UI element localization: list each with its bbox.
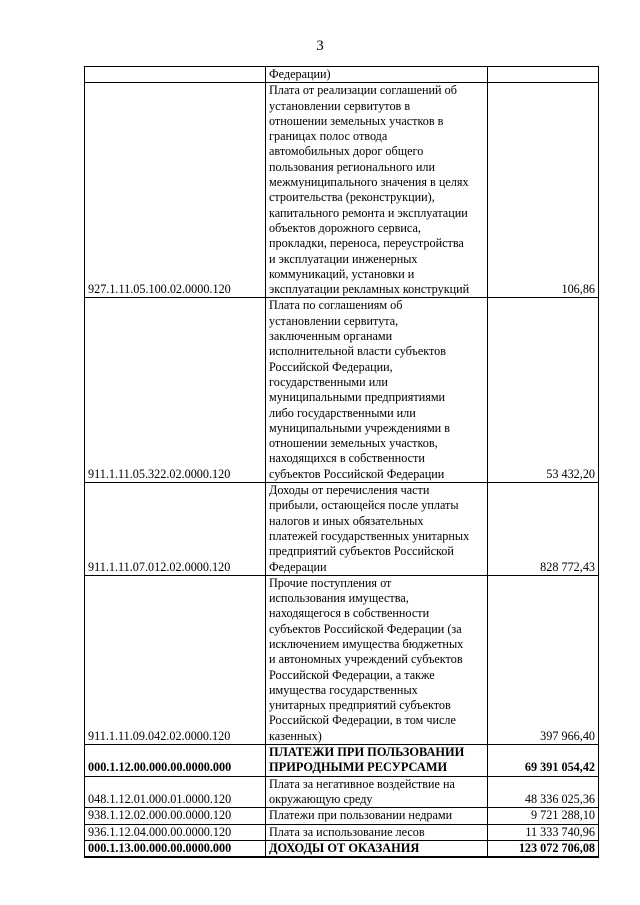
revenue-name-cell: Платежи при пользовании недрами [266,808,488,824]
table-row [85,575,599,744]
revenue-name-cell: Прочие поступления от использования имущества, находящегося в собственности субъектов Российской Федерации (за исключением имущества бюджетных и автономных учреждений субъектов Российской Федерации, а также имущества государственных унитарных предприятий субъектов Российской Федерации, в том числе казенных) [266,575,488,744]
revenue-name-cell: Плата по соглашениям об установлении сервитута, заключенным органами исполнительной власти субъектов Российской Федерации, государственными или муниципальными предприятиями либо государственными или муниципальными учреждениями в отношении земельных участков, находящихся в собственности субъектов Российской Федерации [266,298,488,483]
table-row [85,483,599,576]
budget-code-cell: 927.1.11.05.100.02.0000.120 [85,83,266,298]
amount-cell: 11 333 740,96 [488,824,599,840]
amount-cell: 828 772,43 [488,483,599,576]
table-row [85,824,599,840]
amount-cell: 397 966,40 [488,575,599,744]
revenue-name-cell: ПЛАТЕЖИ ПРИ ПОЛЬЗОВАНИИ ПРИРОДНЫМИ РЕСУРСАМИ [266,745,488,777]
budget-code-cell: 000.1.13.00.000.00.0000.000 [85,840,266,857]
table-row [85,808,599,824]
budget-code-cell: 911.1.11.09.042.02.0000.120 [85,575,266,744]
budget-code-cell: 936.1.12.04.000.00.0000.120 [85,824,266,840]
amount-cell: 48 336 025,36 [488,776,599,808]
revenue-name-cell: Плата за использование лесов [266,824,488,840]
table-row-section-total [85,840,599,857]
revenue-name-cell: Плата от реализации соглашений об установлении сервитутов в отношении земельных участков в границах полос отвода автомобильных дорог общего пользования регионального или межмуниципального значения в целях строительства (реконструкции), капитального ремонта и эксплуатации объектов дорожного сервиса, прокладки, переноса, переустройства и эксплуатации инженерных коммуникаций, установки и эксплуатации рекламных конструкций [266,83,488,298]
budget-code-cell: 911.1.11.05.322.02.0000.120 [85,298,266,483]
budget-code-cell: 911.1.11.07.012.02.0000.120 [85,483,266,576]
budget-code-cell [85,67,266,83]
revenue-table [84,66,599,858]
amount-cell: 9 721 288,10 [488,808,599,824]
budget-code-cell: 048.1.12.01.000.01.0000.120 [85,776,266,808]
table-row-section-total [85,745,599,777]
amount-cell: 53 432,20 [488,298,599,483]
budget-code-cell: 938.1.12.02.000.00.0000.120 [85,808,266,824]
page-number: 3 [316,38,324,54]
revenue-table-body [85,67,599,858]
budget-code-cell: 000.1.12.00.000.00.0000.000 [85,745,266,777]
amount-cell: 106,86 [488,83,599,298]
revenue-name-cell: Федерации) [266,67,488,83]
amount-cell [488,67,599,83]
table-row [85,776,599,808]
revenue-name-cell: Плата за негативное воздействие на окружающую среду [266,776,488,808]
table-row [85,67,599,83]
amount-cell: 123 072 706,08 [488,840,599,857]
amount-cell: 69 391 054,42 [488,745,599,777]
revenue-name-cell: ДОХОДЫ ОТ ОКАЗАНИЯ [266,840,488,857]
revenue-name-cell: Доходы от перечисления части прибыли, остающейся после уплаты налогов и иных обязательных платежей государственных унитарных предприятий субъектов Российской Федерации [266,483,488,576]
table-row [85,83,599,298]
table-row [85,298,599,483]
